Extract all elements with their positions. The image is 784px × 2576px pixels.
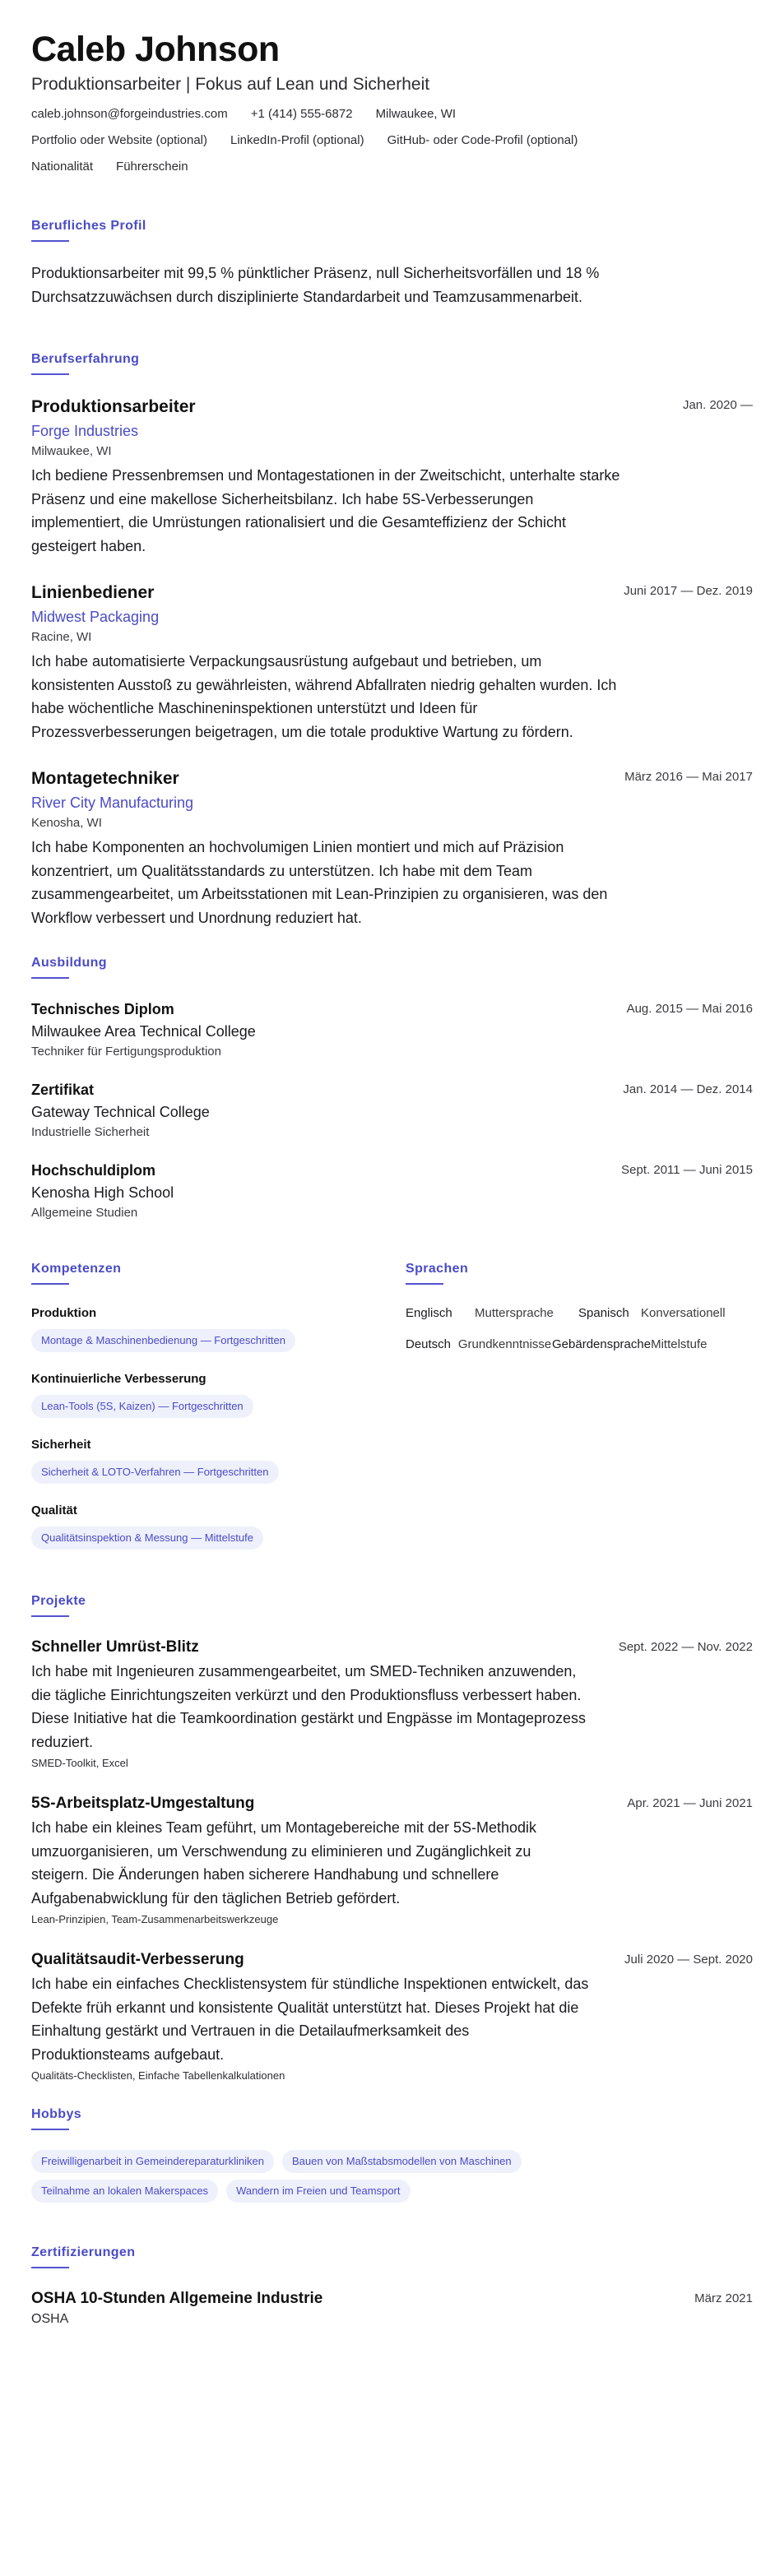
job-dates: Juni 2017 — Dez. 2019 — [624, 584, 753, 598]
skill-category: Sicherheit — [31, 1438, 91, 1452]
section-divider — [31, 1615, 69, 1617]
project-description: Ich habe mit Ingenieuren zusammengearbeitet, um SMED-Techniken anzuwenden, die tägliche Einrichtungszeiten verkürzt und den Produktionsfluss verbessert haben. Diese Initiative hat die Teamkoordination gestärkt und Engpässe im Montageprozess reduziert. — [31, 1663, 587, 1750]
language-name: Spanisch — [578, 1306, 629, 1320]
degree: Hochschuldiplom — [31, 1162, 156, 1179]
certification-issuer: OSHA — [31, 2312, 69, 2326]
language-name: Englisch — [406, 1306, 452, 1320]
skill-tag: Montage & Maschinenbedienung — Fortgeschritten — [31, 1329, 295, 1352]
company-name: River City Manufacturing — [31, 795, 194, 811]
education-entry — [31, 1079, 753, 1142]
email: caleb.johnson@forgeindustries.com — [31, 107, 228, 121]
project-tools: Lean-Prinzipien, Team-Zusammenarbeitswerkzeuge — [31, 1913, 279, 1925]
section-title: Berufserfahrung — [31, 352, 140, 366]
certification-date: März 2021 — [694, 2291, 753, 2305]
nationality: Nationalität — [31, 160, 94, 174]
skill-tag: Lean-Tools (5S, Kaizen) — Fortgeschritten — [31, 1395, 253, 1418]
certification-name: OSHA 10-Stunden Allgemeine Industrie — [31, 2290, 323, 2307]
language-level: Grundkenntnisse — [457, 1337, 552, 1351]
project-dates: Juli 2020 — Sept. 2020 — [624, 1953, 753, 1967]
section-title: Kompetenzen — [31, 1262, 122, 1276]
resume-header — [31, 28, 753, 176]
job-description: Ich bediene Pressenbremsen und Montagestationen in der Zweitschicht, unterhalte starke Präsenz und eine makellose Sicherheitsbilanz. Ich habe 5S-Verbesserungen implementiert, die Umrüstungen rationalisiert und die Gesamteffizienz der Schicht gesteigert haben. — [31, 467, 620, 554]
education-entry — [31, 1160, 753, 1222]
language-name: Gebärdensprache — [552, 1337, 652, 1351]
project-description: Ich habe ein einfaches Checklistensystem für stündliche Inspektionen entwickelt, das Defekte früh erkannt und konsistente Qualität unterstützt hat. Dieses Projekt hat die Einhaltung gestärkt und Vertrauen in die Detailaufmerksamkeit des Produktionsteams aufgebaut. — [31, 1976, 589, 2063]
language-level: Konversationell — [641, 1306, 726, 1320]
experience-entry — [31, 581, 753, 744]
project-name: Schneller Umrüst-Blitz — [31, 1638, 199, 1656]
section-title: Zertifizierungen — [31, 2245, 136, 2259]
school-name: Milwaukee Area Technical College — [31, 1023, 256, 1040]
projects-section — [31, 1592, 753, 2084]
job-location: Milwaukee, WI — [31, 444, 112, 458]
project-tools: Qualitäts-Checklisten, Einfache Tabellenkalkulationen — [31, 2069, 285, 2082]
section-title: Projekte — [31, 1594, 86, 1608]
project-name: 5S-Arbeitsplatz-Umgestaltung — [31, 1795, 255, 1812]
job-description: Ich habe automatisierte Verpackungsausrüstung aufgebaut und betrieben, um konsistenten Ausstoß zu gewährleisten, während Abfallraten niedrig gehalten wurden. Ich habe wöchentliche Maschineninspektionen unterstützt und Ideen für Prozessverbesserungen beigetragen, um die totale produktive Wartung zu fördern. — [31, 653, 617, 740]
contact-row — [31, 105, 753, 123]
section-title: Hobbys — [31, 2107, 82, 2121]
section-title: Berufliches Profil — [31, 219, 146, 233]
field-of-study: Techniker für Fertigungsproduktion — [31, 1045, 221, 1059]
job-description: Ich habe Komponenten an hochvolumigen Linien montiert und mich auf Präzision konzentriert, um Qualitätsstandards zu unterstützen. Ich habe mit dem Team zusammengearbeitet, um Arbeitsstationen mit Lean-Prinzipien zu organisieren, was den Workflow verbessert und Unordnung reduziert hat. — [31, 839, 608, 926]
skill-group — [31, 1304, 406, 1352]
section-title: Ausbildung — [31, 956, 107, 970]
section-divider — [31, 373, 69, 375]
project-dates: Apr. 2021 — Juni 2021 — [627, 1796, 753, 1810]
skill-tag: Sicherheit & LOTO-Verfahren — Fortgeschritten — [31, 1461, 279, 1484]
certification-entry — [31, 2288, 753, 2329]
project-description: Ich habe ein kleines Team geführt, um Montagebereiche mit der 5S-Methodik umzuorganisieren, um Verschwendung zu eliminieren und Zugänglichkeit zu steigern. Die Änderungen haben sicherere Handhabung und schnellere Aufgabenabwicklung für den täglichen Betrieb gefördert. — [31, 1819, 537, 1907]
skills-languages-row — [31, 1260, 753, 1568]
languages-section — [406, 1260, 751, 1568]
school-name: Gateway Technical College — [31, 1104, 210, 1120]
education-entry — [31, 998, 753, 1061]
language-level: Mittelstufe — [651, 1337, 707, 1351]
project-dates: Sept. 2022 — Nov. 2022 — [618, 1640, 753, 1654]
experience-entry — [31, 395, 753, 558]
job-dates: März 2016 — Mai 2017 — [624, 770, 753, 784]
job-location: Kenosha, WI — [31, 816, 102, 830]
linkedin-link: LinkedIn-Profil (optional) — [230, 133, 364, 147]
skill-group — [31, 1370, 406, 1418]
experience-section — [31, 350, 753, 929]
degree: Zertifikat — [31, 1082, 95, 1098]
education-dates: Jan. 2014 — Dez. 2014 — [623, 1082, 753, 1096]
language-row — [406, 1304, 751, 1323]
hobby-list — [31, 2150, 624, 2203]
section-divider — [31, 240, 69, 242]
field-of-study: Industrielle Sicherheit — [31, 1125, 150, 1139]
language-name: Deutsch — [406, 1337, 452, 1351]
location: Milwaukee, WI — [375, 107, 457, 121]
github-link: GitHub- oder Code-Profil (optional) — [387, 133, 578, 147]
portfolio-link: Portfolio oder Website (optional) — [31, 133, 207, 147]
hobby-tag: Teilnahme an lokalen Makerspaces — [31, 2180, 218, 2203]
personal-row — [31, 158, 753, 176]
job-title: Montagetechniker — [31, 769, 179, 788]
project-entry — [31, 1793, 753, 1928]
section-divider — [31, 977, 69, 979]
education-dates: Sept. 2011 — Juni 2015 — [621, 1163, 753, 1177]
degree: Technisches Diplom — [31, 1001, 174, 1017]
field-of-study: Allgemeine Studien — [31, 1206, 138, 1220]
experience-entry — [31, 767, 753, 929]
project-entry — [31, 1637, 753, 1772]
profile-text: Produktionsarbeiter mit 99,5 % pünktlicher Präsenz, null Sicherheitsvorfällen und 18 % Durchsatzzuwächsen durch disziplinierte Standardarbeit und Teamzusammenarbeit. — [31, 265, 600, 305]
section-divider — [31, 2267, 69, 2268]
section-divider — [406, 1283, 443, 1285]
links-row — [31, 132, 753, 150]
skill-tag: Qualitätsinspektion & Messung — Mittelstufe — [31, 1527, 263, 1550]
job-title: Produktionsarbeiter — [31, 397, 196, 416]
section-divider — [31, 2129, 69, 2130]
job-title: Linienbediener — [31, 583, 155, 602]
job-dates: Jan. 2020 — — [682, 398, 753, 412]
education-dates: Aug. 2015 — Mai 2016 — [626, 1002, 753, 1016]
hobby-tag: Freiwilligenarbeit in Gemeindereparaturkliniken — [31, 2150, 274, 2173]
language-row — [406, 1336, 751, 1354]
language-level: Muttersprache — [475, 1306, 554, 1320]
skills-section — [31, 1260, 406, 1568]
candidate-name: Caleb Johnson — [31, 30, 280, 69]
skill-category: Qualität — [31, 1503, 77, 1517]
company-name: Forge Industries — [31, 423, 139, 439]
hobbies-section — [31, 2106, 753, 2203]
hobby-tag: Wandern im Freien und Teamsport — [226, 2180, 410, 2203]
project-entry — [31, 1949, 753, 2084]
project-name: Qualitätsaudit-Verbesserung — [31, 1951, 244, 1968]
skill-category: Kontinuierliche Verbesserung — [31, 1372, 206, 1386]
job-location: Racine, WI — [31, 630, 92, 644]
candidate-tagline: Produktionsarbeiter | Fokus auf Lean und Sicherheit — [31, 75, 430, 94]
skill-group — [31, 1436, 406, 1484]
skill-category: Produktion — [31, 1306, 97, 1320]
section-title: Sprachen — [406, 1262, 469, 1276]
company-name: Midwest Packaging — [31, 609, 160, 625]
project-tools: SMED-Toolkit, Excel — [31, 1757, 128, 1769]
profile-section — [31, 217, 753, 309]
section-divider — [31, 1283, 69, 1285]
certifications-section — [31, 2244, 753, 2329]
school-name: Kenosha High School — [31, 1184, 174, 1201]
hobby-tag: Bauen von Maßstabsmodellen von Maschinen — [282, 2150, 522, 2173]
drivers-license: Führerschein — [116, 160, 188, 174]
education-section — [31, 954, 753, 1222]
skill-group — [31, 1502, 406, 1550]
phone: +1 (414) 555-6872 — [250, 107, 353, 121]
